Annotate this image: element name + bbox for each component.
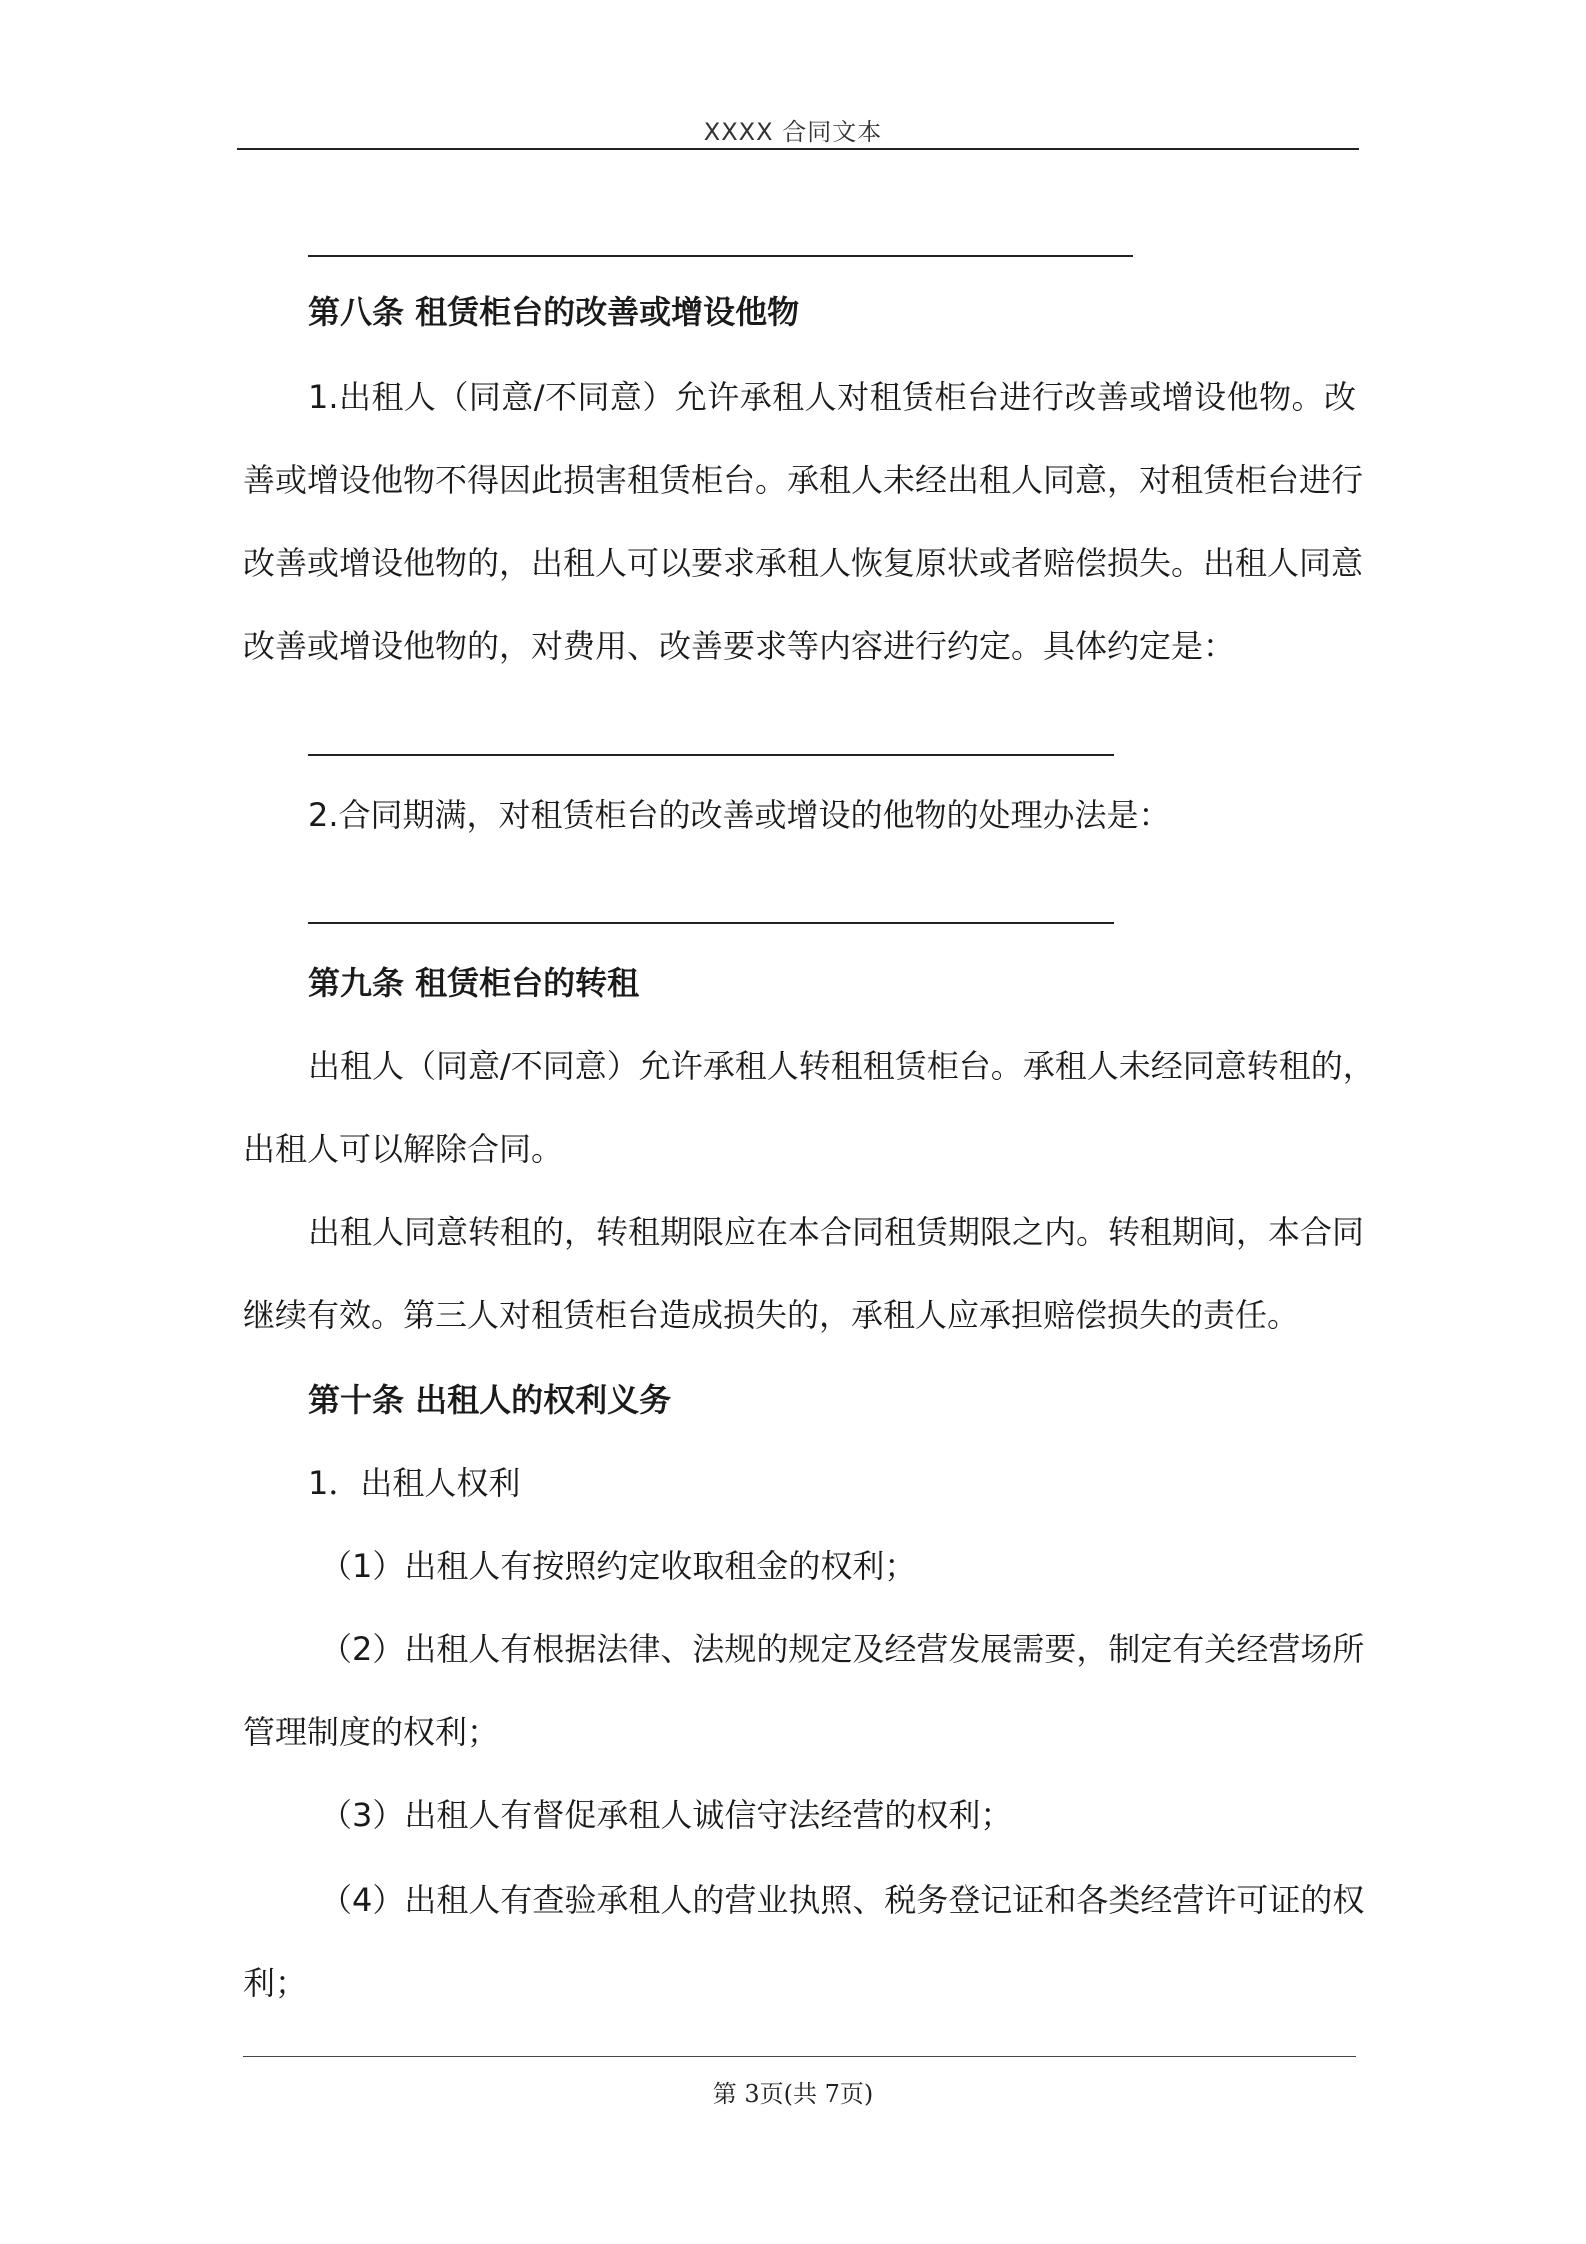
article-8-p1-line-1: 1.出租人（同意/不同意）允许承租人对租赁柜台进行改善或增设他物。改 (308, 378, 1356, 416)
footer-rule (243, 2056, 1356, 2057)
article-9-p1-line-2: 出租人可以解除合同。 (243, 1130, 564, 1168)
article-9-p2-line-2: 继续有效。第三人对租赁柜台造成损失的，承租人应承担赔偿损失的责任。 (243, 1296, 1300, 1334)
article-10-item-2-line-1: （2）出租人有根据法律、法规的规定及经营发展需要，制定有关经营场所 (320, 1630, 1365, 1668)
blank-fill-line-article-8-1 (308, 754, 1114, 756)
article-8-heading: 第八条 租赁柜台的改善或增设他物 (308, 293, 800, 331)
page-number: 第 3页(共 7页) (712, 2080, 874, 2108)
article-10-item-4-line-1: （4）出租人有查验承租人的营业执照、税务登记证和各类经营许可证的权 (320, 1881, 1365, 1919)
page-header-title: XXXX 合同文本 (703, 118, 883, 146)
article-9-p2-line-1: 出租人同意转租的，转租期限应在本合同租赁期限之内。转租期间，本合同 (308, 1213, 1365, 1251)
article-10-item-1: （1）出租人有按照约定收取租金的权利； (320, 1547, 917, 1585)
article-8-p1-line-3: 改善或增设他物的，出租人可以要求承租人恢复原状或者赔偿损失。出租人同意 (243, 544, 1364, 582)
article-10-item-2-line-2: 管理制度的权利； (243, 1713, 500, 1751)
article-10-item-3: （3）出租人有督促承租人诚信守法经营的权利； (320, 1796, 1013, 1834)
blank-fill-line-article-8-2 (308, 922, 1114, 924)
article-8-p1-line-2: 善或增设他物不得因此损害租赁柜台。承租人未经出租人同意，对租赁柜台进行 (243, 461, 1364, 499)
article-9-heading: 第九条 租赁柜台的转租 (308, 964, 640, 1002)
article-10-sub-1: 1．出租人权利 (308, 1464, 521, 1502)
header-rule (237, 148, 1359, 150)
blank-fill-line-top (308, 255, 1133, 257)
article-8-p2: 2.合同期满，对租赁柜台的改善或增设的他物的处理办法是： (308, 796, 1171, 834)
article-10-heading: 第十条 出租人的权利义务 (308, 1381, 672, 1419)
article-8-p1-line-4: 改善或增设他物的，对费用、改善要求等内容进行约定。具体约定是： (243, 627, 1236, 665)
article-10-item-4-line-2: 利； (243, 1964, 308, 2002)
article-9-p1-line-1: 出租人（同意/不同意）允许承租人转租租赁柜台。承租人未经同意转租的， (308, 1047, 1375, 1085)
